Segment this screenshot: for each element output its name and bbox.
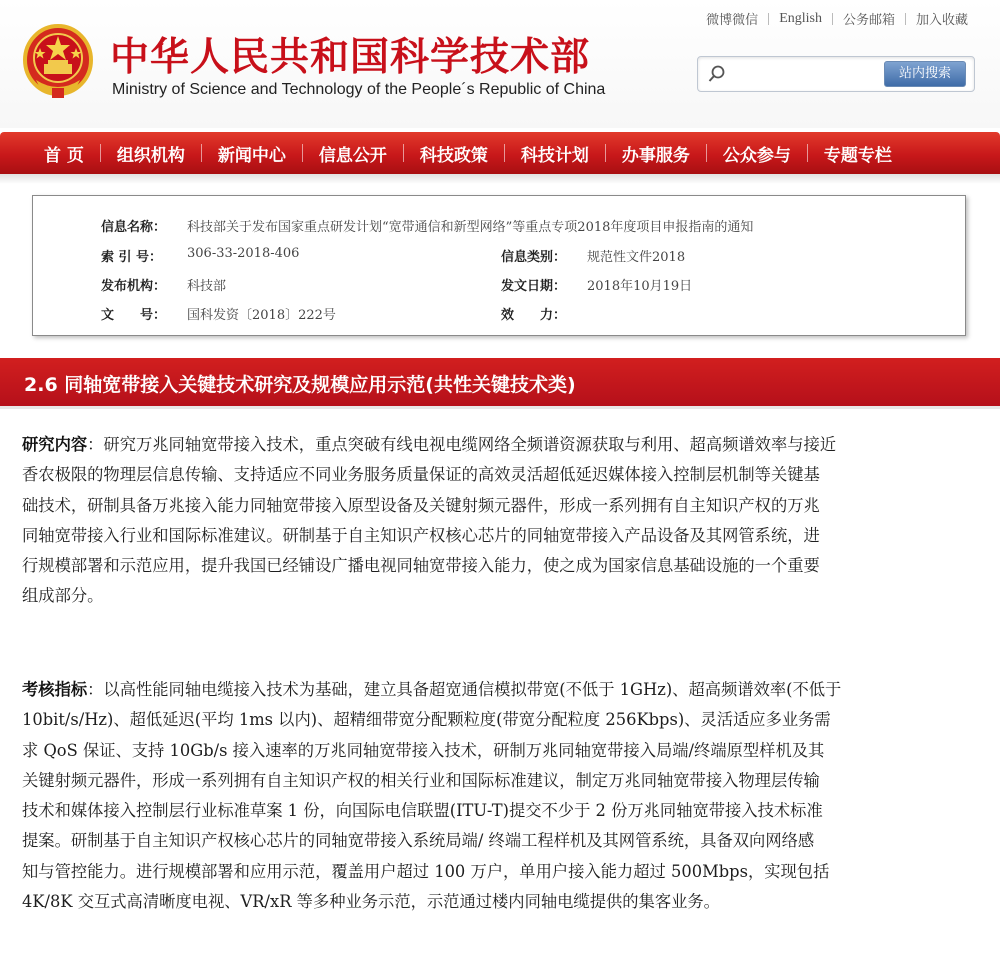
nav-shadow (0, 174, 1000, 184)
info-date-label: 发文日期： (501, 279, 567, 294)
document-info-card (32, 195, 966, 336)
site-title: 中华人民共和国科学技术部 (110, 35, 591, 80)
research-content-label: 研究内容 (22, 435, 88, 454)
main-nav (0, 132, 1000, 174)
info-category-label: 信息类别： (501, 250, 567, 265)
text-line: 础技术，研制具备万兆接入能力同轴宽带接入原型设备及关键射频元器件，形成一系列拥有自主知识产权的万兆 (22, 495, 820, 515)
site-subtitle: Ministry of Science and Technology of the People´s Republic of China (112, 81, 606, 98)
search-icon (708, 65, 726, 83)
info-row-category (501, 246, 685, 265)
info-row-effect (501, 304, 587, 323)
text-line: 10bit/s/Hz)、超低延迟(平均 1ms 以内)、超精细带宽分配颗粒度(带宽分配粒度 256Kbps)、灵活适应多业务需 (22, 710, 831, 730)
info-row-doc-number (101, 304, 336, 323)
search-input[interactable] (732, 63, 872, 85)
info-name-value: 科技部关于发布国家重点研发计划“宽带通信和新型网络”等重点专项2018年度项目申报指南的通知 (187, 220, 754, 235)
official-mail-link[interactable]: 公务邮箱 (842, 13, 895, 28)
assessment-label: 考核指标 (22, 680, 88, 699)
text-line: 技术和媒体接入控制层行业标准草案 1 份，向国际电信联盟(ITU-T)提交不少于 2 份万兆同轴宽带接入技术标准 (22, 801, 823, 821)
english-link[interactable]: English (779, 10, 822, 26)
text-line: 行规模部署和示范应用，提升我国已经铺设广播电视同轴宽带接入能力，使之成为国家信息基础设施的一个重要 (22, 556, 820, 576)
nav-item-services[interactable]: 办事服务 (621, 145, 690, 166)
text-line (22, 675, 978, 705)
info-name-label: 信息名称： (101, 220, 167, 235)
text-line: 知与管控能力。进行规模部署和应用示范，覆盖用户超过 100 万户，单用户接入能力超过 500Mbps，实现包括 (22, 861, 830, 881)
nav-item-home[interactable]: 首 页 (44, 145, 84, 166)
info-index-label: 索 引 号： (101, 250, 163, 265)
nav-item-participation[interactable]: 公众参与 (722, 145, 791, 166)
text-line: 关键射频元器件，形成一系列拥有自主知识产权的相关行业和国际标准建议，制定万兆同轴宽带接入物理层传输 (22, 770, 820, 790)
research-content-paragraph (22, 430, 978, 612)
text-line: 组成部分。 (22, 586, 104, 606)
site-header (0, 0, 1000, 128)
info-row-index (101, 246, 299, 265)
info-row-name (101, 216, 753, 235)
info-row-org (101, 275, 226, 294)
section-banner (0, 358, 1000, 406)
text-line: 香农极限的物理层信息传输、支持适应不同业务服务质量保证的高效灵活超低延迟媒体接入控制层机制等关键基 (22, 465, 820, 485)
info-row-date (501, 275, 692, 294)
text-line: 求 QoS 保证、支持 10Gb/s 接入速率的万兆同轴宽带接入技术，研制万兆同轴宽带接入局端/终端原型样机及其 (22, 740, 825, 760)
nav-item-organization[interactable]: 组织机构 (116, 145, 185, 166)
nav-item-news[interactable]: 新闻中心 (217, 145, 286, 166)
info-category-value: 规范性文件2018 (587, 250, 686, 265)
national-emblem-icon[interactable] (22, 22, 94, 100)
section-divider (0, 406, 1000, 409)
info-index-value: 306-33-2018-406 (187, 246, 300, 261)
site-search-button[interactable]: 站内搜索 (884, 61, 966, 87)
top-links (696, 9, 978, 28)
info-doc-label: 文 号： (101, 308, 167, 323)
info-doc-value: 国科发资〔2018〕222号 (187, 308, 336, 323)
weibo-weixin-link[interactable]: 微博微信 (706, 13, 759, 28)
text-line (22, 430, 978, 460)
text-line-content: ：研究万兆同轴宽带接入技术，重点突破有线电视电缆网络全频谱资源获取与利用、超高频谱效率与接近 (87, 435, 837, 454)
section-title: 2.6 同轴宽带接入关键技术研究及规模应用示范(共性关键技术类) (24, 374, 576, 396)
text-line: 提案。研制基于自主知识产权核心芯片的同轴宽带接入系统局端/ 终端工程样机及其网管系统，具备双向网络感 (22, 831, 815, 851)
info-org-label: 发布机构： (101, 279, 167, 294)
nav-item-disclosure[interactable]: 信息公开 (318, 145, 387, 166)
text-line: 4K/8K 交互式高清晰度电视、VR/xR 等多种业务示范，示范通过楼内同轴电缆提供的集客业务。 (22, 892, 720, 912)
assessment-paragraph (22, 675, 978, 917)
info-effect-label: 效 力： (501, 308, 567, 323)
search-box (697, 56, 975, 92)
nav-item-policy[interactable]: 科技政策 (419, 145, 488, 166)
text-line: 同轴宽带接入行业和国际标准建议。研制基于自主知识产权核心芯片的同轴宽带接入产品设备及其网管系统，进 (22, 525, 820, 545)
info-date-value: 2018年10月19日 (587, 279, 693, 294)
nav-item-special[interactable]: 专题专栏 (823, 145, 892, 166)
text-line-content: ：以高性能同轴电缆接入技术为基础，建立具备超宽通信模拟带宽(不低于 1GHz)、超高频谱效率(不低于 (87, 680, 842, 699)
add-favorite-link[interactable]: 加入收藏 (915, 13, 968, 28)
info-org-value: 科技部 (187, 279, 227, 294)
nav-item-programs[interactable]: 科技计划 (520, 145, 589, 166)
